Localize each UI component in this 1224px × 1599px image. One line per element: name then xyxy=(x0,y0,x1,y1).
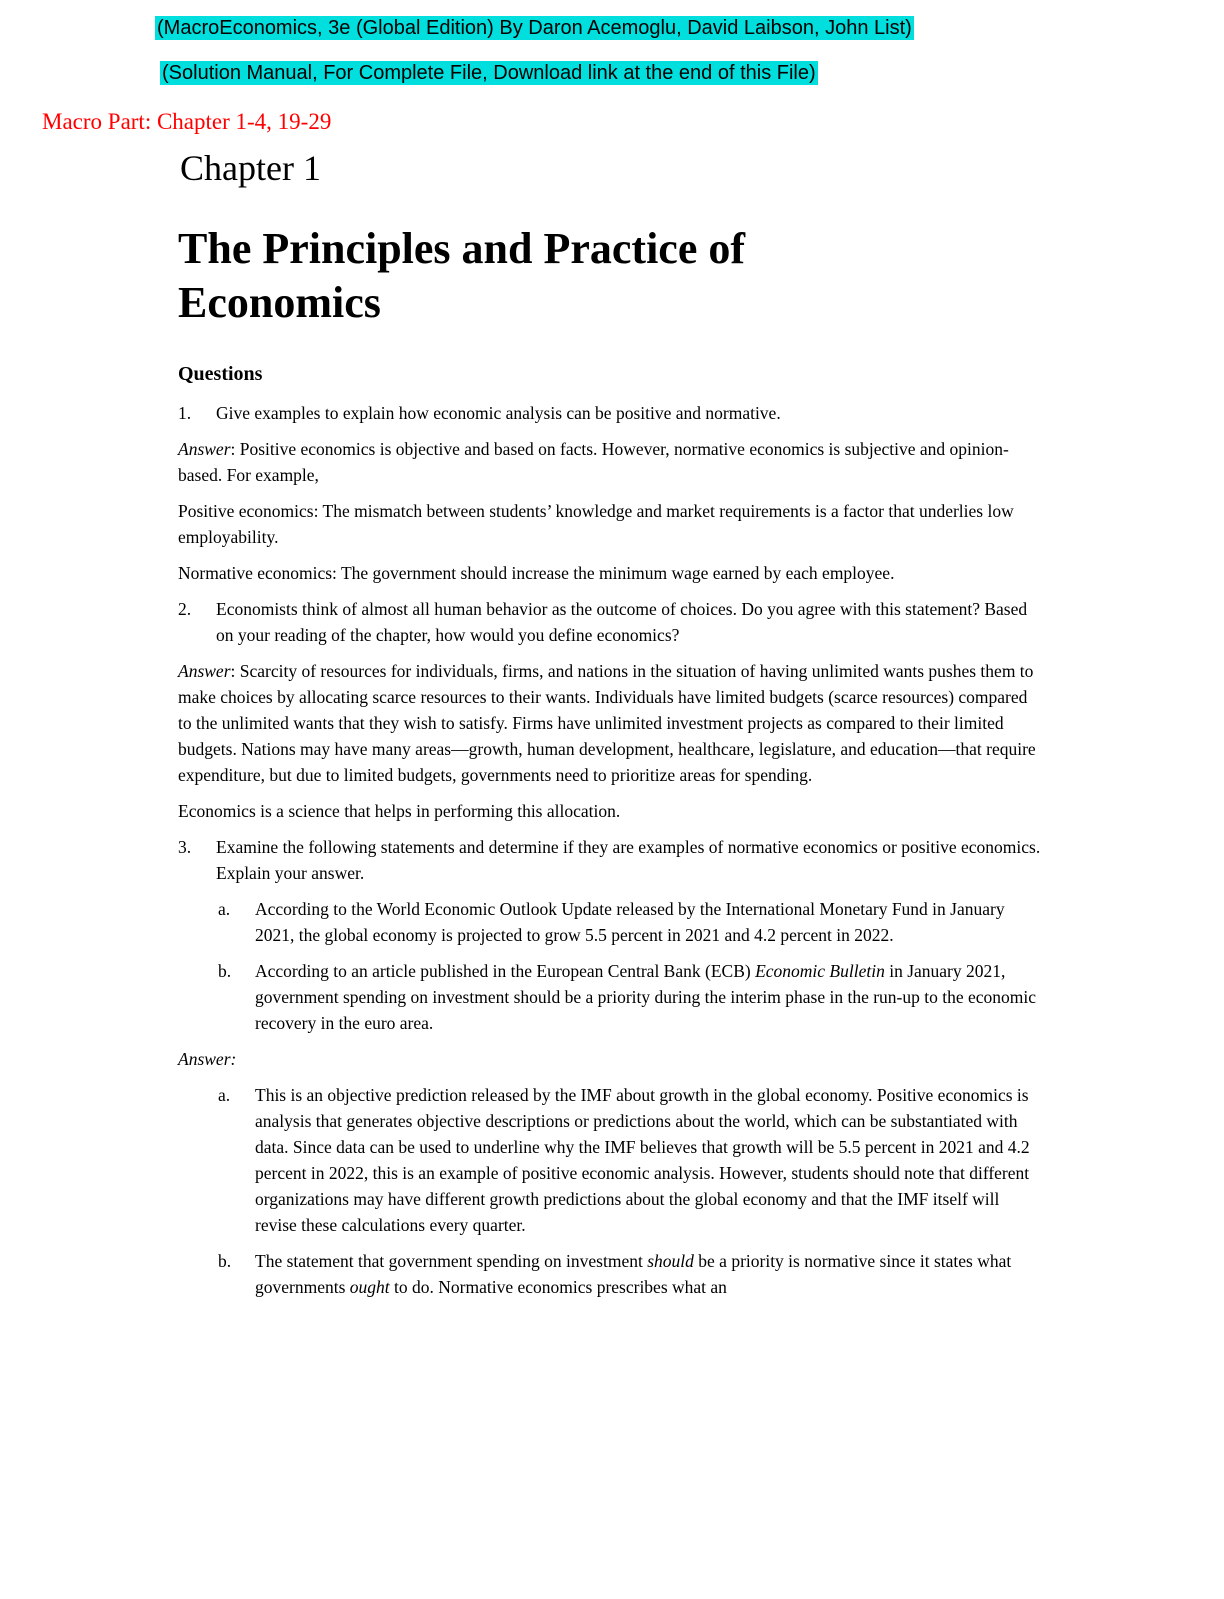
italic-text-run: Answer xyxy=(178,661,231,681)
text-run: Examine the following statements and determine if they are examples of normative economics or positive economics. Explain your answer. xyxy=(216,837,1041,883)
text-run: to do. Normative economics prescribes what an xyxy=(389,1277,727,1297)
paragraph xyxy=(178,658,1042,788)
highlighted-text: (MacroEconomics, 3e (Global Edition) By Daron Acemoglu, David Laibson, John List) xyxy=(157,17,912,39)
text-run: Economists think of almost all human behavior as the outcome of choices. Do you agree with this statement? Based on your reading of the chapter, how would you define economics? xyxy=(216,599,1028,645)
chapter-label: Chapter 1 xyxy=(180,148,321,188)
text-run: : Positive economics is objective and based on facts. However, normative economics is subjective and opinion-based. For example, xyxy=(178,439,1009,485)
italic-text-run: Answer xyxy=(178,439,231,459)
page-title: The Principles and Practice of Economics xyxy=(178,224,746,327)
question-number: 2. xyxy=(178,599,192,619)
text-run: : Scarcity of resources for individuals, firms, and nations in the situation of having unlimited wants pushes them to make choices by allocating scarce resources to their wants. Individuals have limited budgets (scarce resources) compared to the unlimited wants that they wish to satisfy. Firms have unlimited investment projects as compared to their limited budgets. Nations may have many areas—growth, human development, healthcare, legislature, and education—that require expenditure, but due to limited budgets, governments need to prioritize areas for spending. xyxy=(178,661,1036,785)
sub-list-item xyxy=(178,1248,1042,1300)
paragraph xyxy=(178,1046,1042,1072)
sub-item-text xyxy=(255,896,1042,948)
question-text xyxy=(216,834,1042,886)
paragraph xyxy=(178,498,1042,550)
sub-item-text xyxy=(255,958,1042,1036)
section-heading-questions: Questions xyxy=(178,363,263,385)
sub-item-text xyxy=(255,1082,1042,1238)
text-run: be a priority is normative since it states what governments xyxy=(255,1251,1012,1297)
paragraph xyxy=(178,798,1042,824)
highlighted-text: (Solution Manual, For Complete File, Download link at the end of this File) xyxy=(162,62,816,84)
italic-text-run: Answer: xyxy=(178,1049,237,1069)
text-run: Normative economics: The government should increase the minimum wage earned by each employee. xyxy=(178,563,895,583)
text-run: This is an objective prediction released by the IMF about growth in the global economy. Positive economics is analysis that generates objective descriptions or predictions about the world, which can be substantiated with data. Since data can be used to underline why the IMF believes that growth will be 5.5 percent in 2021 and 4.2 percent in 2022, this is an example of positive economic analysis. However, students should note that different organizations may have different growth predictions about the global economy and that the IMF itself will revise these calculations every quarter. xyxy=(255,1085,1030,1235)
question-number: 1. xyxy=(178,403,192,423)
text-run: According to an article published in the European Central Bank (ECB) xyxy=(255,961,756,981)
sub-list-item xyxy=(178,1082,1042,1238)
document-body xyxy=(178,400,1042,1300)
sub-item-letter: b. xyxy=(218,1251,232,1271)
text-run: According to the World Economic Outlook Update released by the International Monetary Fund in January 2021, the global economy is projected to grow 5.5 percent in 2021 and 4.2 percent in 2022. xyxy=(255,899,1005,945)
italic-text-run: ought xyxy=(349,1277,390,1297)
question-number: 3. xyxy=(178,837,192,857)
italic-text-run: Economic Bulletin xyxy=(755,961,885,981)
paragraph xyxy=(178,560,1042,586)
sub-list-item xyxy=(178,958,1042,1036)
sub-list-item xyxy=(178,896,1042,948)
question-text xyxy=(216,596,1042,648)
sub-item-text xyxy=(255,1248,1042,1300)
sub-item-letter: a. xyxy=(218,899,231,919)
italic-text-run: should xyxy=(647,1251,694,1271)
document-page xyxy=(0,15,1224,1300)
macro-part-note: Macro Part: Chapter 1-4, 19-29 xyxy=(42,109,332,134)
question-item xyxy=(178,400,1042,426)
question-item xyxy=(178,834,1042,886)
header-highlight-line-1 xyxy=(155,15,1224,41)
question-text xyxy=(216,400,1042,426)
paragraph xyxy=(178,436,1042,488)
sub-item-letter: a. xyxy=(218,1085,231,1105)
sub-item-letter: b. xyxy=(218,961,232,981)
text-run: The statement that government spending on investment xyxy=(255,1251,648,1271)
text-run: Economics is a science that helps in performing this allocation. xyxy=(178,801,621,821)
text-run: in January 2021, government spending on investment should be a priority during the interim phase in the run-up to the economic recovery in the euro area. xyxy=(255,961,1037,1033)
header-highlight-line-2 xyxy=(160,60,1224,86)
text-run: Positive economics: The mismatch between students’ knowledge and market requirements is a factor that underlies low employability. xyxy=(178,501,1014,547)
text-run: Give examples to explain how economic analysis can be positive and normative. xyxy=(216,403,781,423)
question-item xyxy=(178,596,1042,648)
